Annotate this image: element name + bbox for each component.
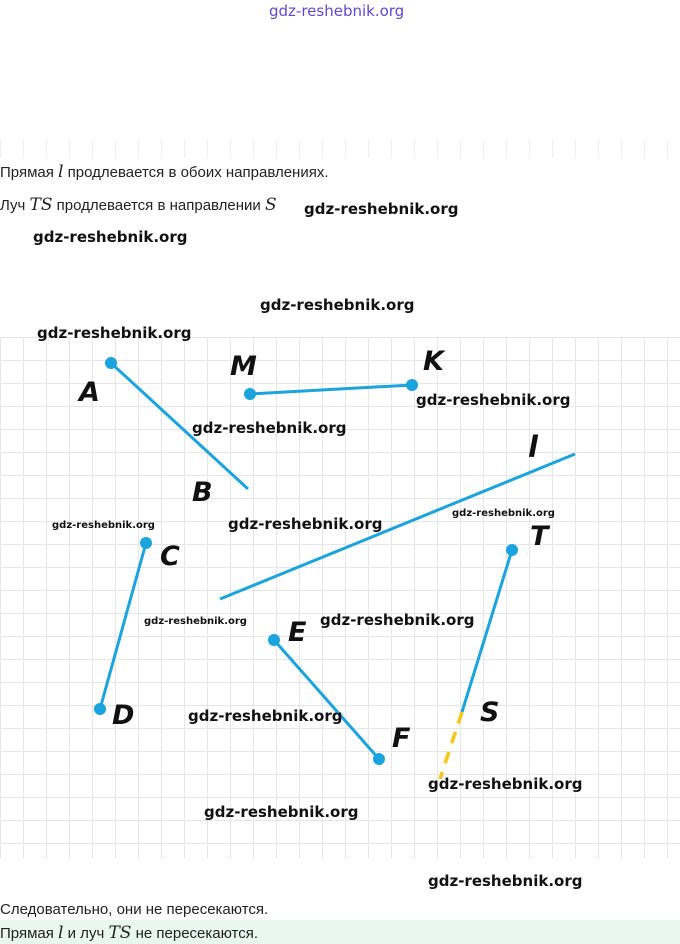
answer-bar	[0, 920, 680, 944]
label-f: F	[392, 723, 411, 754]
watermark: gdz-reshebnik.org	[33, 228, 188, 246]
label-s: S	[480, 697, 500, 728]
point-f	[373, 753, 385, 765]
label-e: E	[288, 617, 307, 648]
ray-ts-extension	[440, 712, 462, 779]
text-line-1	[0, 162, 329, 182]
answer-prefix: Прямая	[0, 925, 54, 942]
watermark: gdz-reshebnik.org	[192, 419, 347, 437]
point-e	[268, 634, 280, 646]
label-t: T	[530, 521, 549, 552]
line2-prefix: Луч	[0, 197, 26, 214]
grid-fragment-top	[0, 140, 680, 158]
label-c: C	[160, 541, 180, 572]
answer-mid: и луч	[67, 925, 105, 942]
label-k: K	[423, 346, 444, 377]
watermark: gdz-reshebnik.org	[204, 803, 359, 821]
point-t	[506, 544, 518, 556]
point-k	[406, 379, 418, 391]
watermark: gdz-reshebnik.org	[428, 872, 583, 890]
segment-cd	[100, 543, 146, 709]
answer-var2: TS	[108, 923, 132, 943]
line1-suffix: продлевается в обоих направлениях.	[67, 164, 329, 181]
watermark: gdz-reshebnik.org	[228, 515, 383, 533]
label-m: M	[230, 351, 257, 382]
line1-var: l	[58, 162, 64, 182]
watermark: gdz-reshebnik.org	[52, 520, 155, 531]
line2-var2: S	[264, 195, 277, 215]
watermark: gdz-reshebnik.org	[452, 508, 555, 519]
watermark: gdz-reshebnik.org	[144, 616, 247, 627]
watermark: gdz-reshebnik.org	[260, 296, 415, 314]
point-a	[105, 357, 117, 369]
point-m	[244, 388, 256, 400]
conclusion-text: Следовательно, они не пересекаются.	[0, 901, 269, 918]
watermark: gdz-reshebnik.org	[37, 324, 192, 342]
label-a: A	[79, 377, 100, 408]
segment-mk	[250, 385, 412, 394]
line1-prefix: Прямая	[0, 164, 54, 181]
ray-ts	[462, 550, 512, 712]
line2-suffix: продлевается в направлении	[56, 197, 261, 214]
point-d	[94, 703, 106, 715]
label-l: l	[528, 430, 538, 464]
line2-var: TS	[29, 195, 53, 215]
watermark: gdz-reshebnik.org	[428, 775, 583, 793]
label-d: D	[112, 700, 135, 731]
watermark: gdz-reshebnik.org	[188, 707, 343, 725]
answer-suffix: не пересекаются.	[135, 925, 259, 942]
answer-text	[0, 923, 258, 943]
watermark-top: gdz-reshebnik.org	[269, 2, 405, 20]
answer-var1: l	[58, 923, 64, 943]
watermark: gdz-reshebnik.org	[416, 391, 571, 409]
text-line-2	[0, 195, 277, 215]
point-c	[140, 537, 152, 549]
label-b: B	[192, 477, 213, 508]
watermark: gdz-reshebnik.org	[304, 200, 459, 218]
segment-ef	[274, 640, 379, 759]
watermark: gdz-reshebnik.org	[320, 611, 475, 629]
